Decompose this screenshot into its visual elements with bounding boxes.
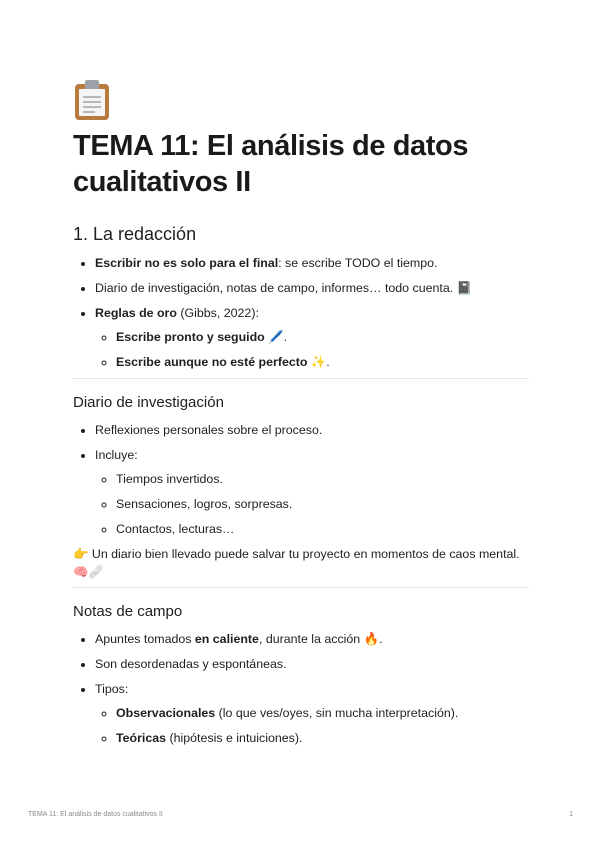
reglas-sublist xyxy=(95,328,529,371)
list-item: • Apuntes tomados en caliente, durante la acción 🔥. xyxy=(95,630,529,648)
clipboard-icon xyxy=(73,80,111,120)
list-item: • Tipos: ◦ Observacionales (lo que ves/oyes, sin mucha interpretación). ◦ Teóricas (hipótesis e intuiciones). xyxy=(95,680,529,747)
section-heading-diario: Diario de investigación xyxy=(73,394,224,411)
footer-title: TEMA 11: El análisis de datos cualitativos II xyxy=(28,811,163,818)
sublist-item: ◦ Sensaciones, logros, sorpresas. xyxy=(116,495,529,513)
notas-list xyxy=(73,630,529,747)
list-item: • Reglas de oro (Gibbs, 2022): ◦ Escribe pronto y seguido 🖊️. ◦ Escribe aunque no esté perfecto ✨. xyxy=(95,304,529,371)
sublist-item: ◦ Tiempos invertidos. xyxy=(116,470,529,488)
list-item: • Reflexiones personales sobre el proceso. xyxy=(95,421,529,439)
tipos-sublist xyxy=(95,704,529,747)
incluye-sublist xyxy=(95,470,529,538)
list-item: • Diario de investigación, notas de campo, informes… todo cuenta. 📓 xyxy=(95,279,529,297)
diario-note: 👉 Un diario bien llevado puede salvar tu proyecto en momentos de caos mental. 🧠🩹 xyxy=(73,547,520,579)
sublist-item: ◦ Teóricas (hipótesis e intuiciones). xyxy=(116,729,529,747)
list-item: • Escribir no es solo para el final: se escribe TODO el tiempo. xyxy=(95,254,529,272)
divider xyxy=(73,587,529,588)
sublist-item: ◦ Escribe aunque no esté perfecto ✨. xyxy=(116,353,529,371)
list-item: • Son desordenadas y espontáneas. xyxy=(95,655,529,673)
divider xyxy=(73,378,529,379)
sublist-item: ◦ Escribe pronto y seguido 🖊️. xyxy=(116,328,529,346)
list-item: • Incluye: ◦ Tiempos invertidos. ◦ Sensaciones, logros, sorpresas. ◦ Contactos, lecturas… xyxy=(95,446,529,538)
sublist-item: ◦ Contactos, lecturas… xyxy=(116,520,529,538)
section-heading-notas: Notas de campo xyxy=(73,603,183,620)
page-number: 1 xyxy=(569,811,573,818)
document-page xyxy=(73,80,529,754)
diario-list xyxy=(73,421,529,538)
sublist-item: ◦ Observacionales (lo que ves/oyes, sin mucha interpretación). xyxy=(116,704,529,722)
redaccion-list xyxy=(73,254,529,371)
section-heading-redaccion: 1. La redacción xyxy=(73,224,197,244)
page-title: TEMA 11: El análisis de datos cualitativos II xyxy=(73,130,469,198)
